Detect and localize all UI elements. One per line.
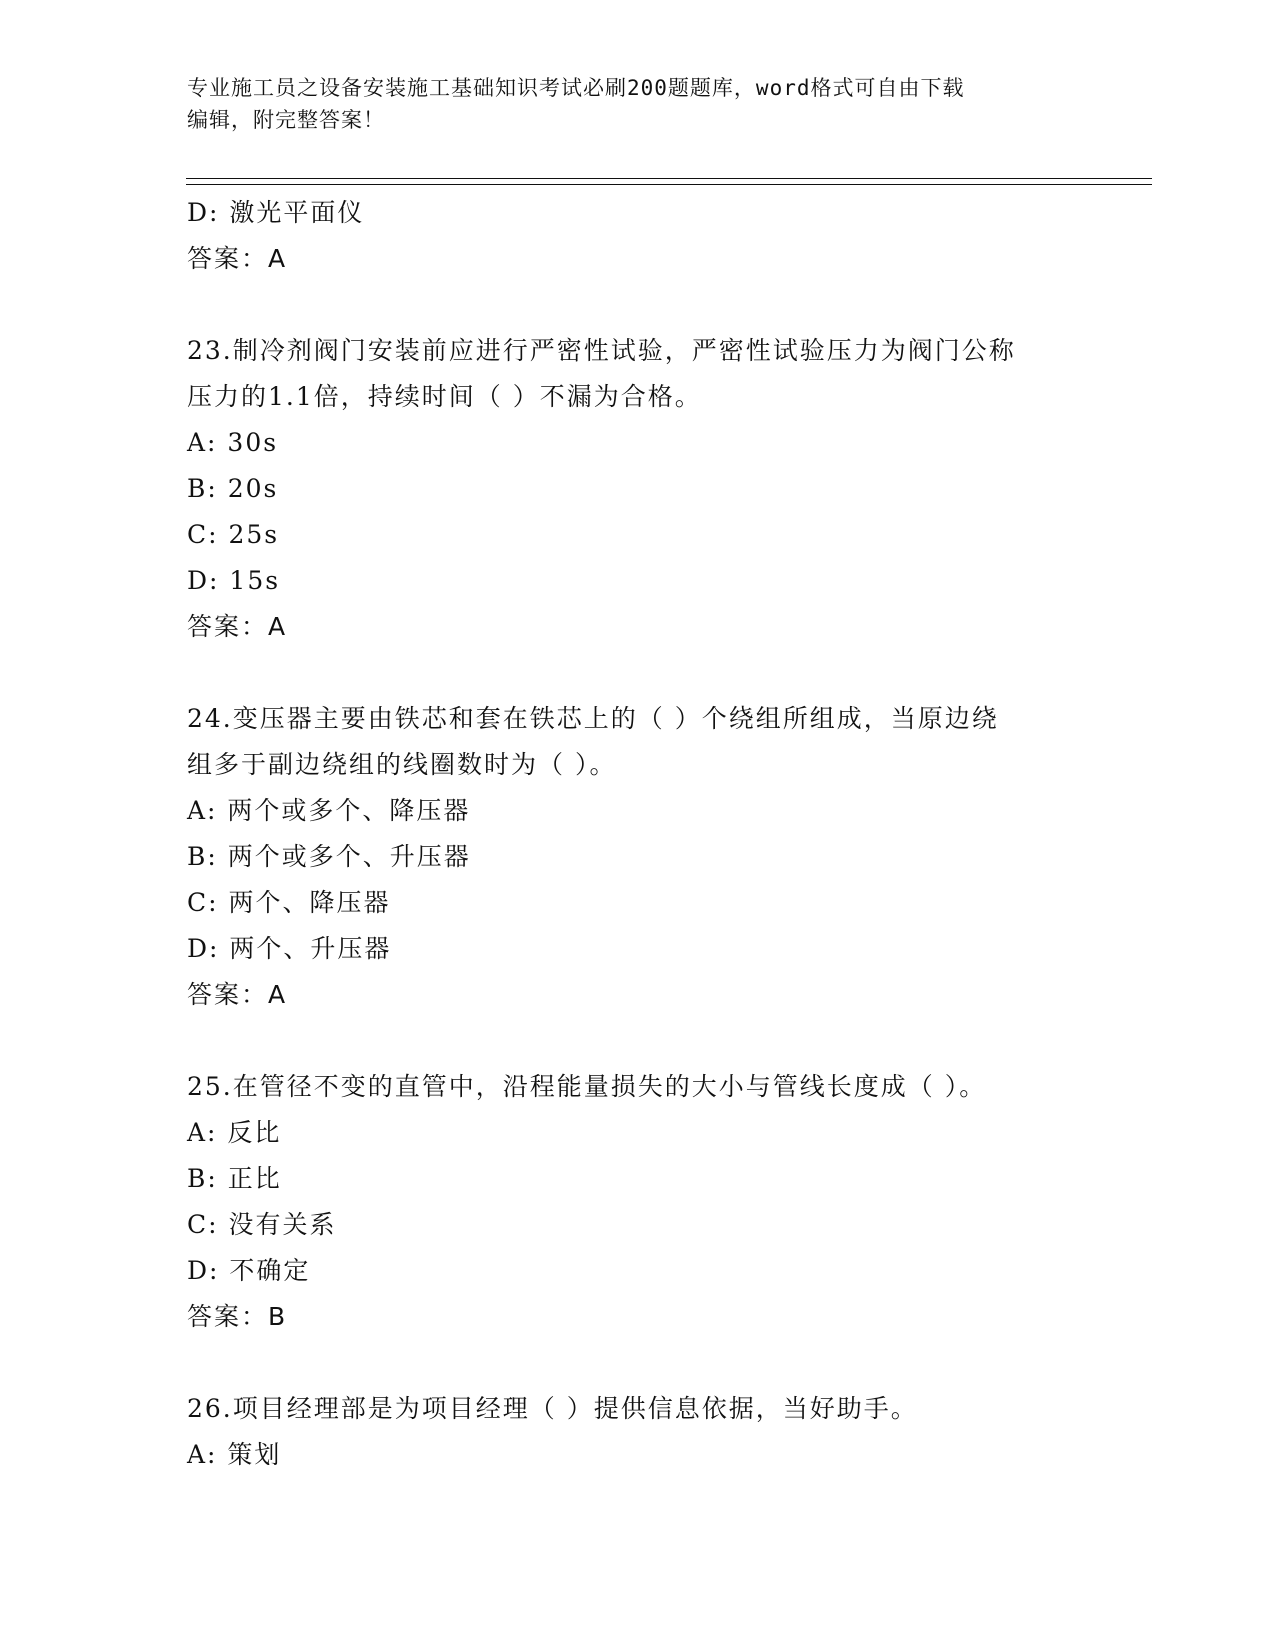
question-22-tail [187,190,1087,282]
answer-line: 答案：A [187,612,288,641]
option-a: A: 反比 [187,1118,282,1147]
option-a: A: 两个或多个、降压器 [187,796,471,825]
document-header [187,72,1067,136]
question-25 [187,1064,1087,1340]
question-stem-line-1: 25.在管径不变的直管中，沿程能量损失的大小与管线长度成（ ）。 [187,1072,987,1101]
spacer [187,282,1087,328]
option-c: C: 没有关系 [187,1210,337,1239]
question-stem-line-1: 26.项目经理部是为项目经理（ ）提供信息依据，当好助手。 [187,1394,918,1423]
option-a: A: 30s [187,428,279,457]
answer-line: 答案：A [187,244,288,273]
option-a: A: 策划 [187,1440,282,1469]
option-d: D: 15s [187,566,281,595]
spacer [187,650,1087,696]
option-d: D: 不确定 [187,1256,311,1285]
spacer [187,1340,1087,1386]
question-24 [187,696,1087,1018]
question-stem-line-1: 23.制冷剂阀门安装前应进行严密性试验，严密性试验压力为阀门公称 [187,336,1016,365]
spacer [187,1018,1087,1064]
question-stem-line-2: 组多于副边绕组的线圈数时为（ ）。 [187,750,617,779]
header-title-line-1: 专业施工员之设备安装施工基础知识考试必刷200题题库，word格式可自由下载 [187,76,965,100]
option-c: C: 两个、降压器 [187,888,391,917]
document-body [187,190,1087,1478]
option-c: C: 25s [187,520,280,549]
option-b: B: 20s [187,474,279,503]
option-b: B: 两个或多个、升压器 [187,842,471,871]
option-d: D: 两个、升压器 [187,934,392,963]
question-stem-line-1: 24.变压器主要由铁芯和套在铁芯上的（ ）个绕组所组成，当原边绕 [187,704,999,733]
header-title-line-2: 编辑，附完整答案！ [187,108,385,132]
question-stem-line-2: 压力的1.1倍，持续时间（ ）不漏为合格。 [187,382,702,411]
answer-line: 答案：A [187,980,288,1009]
option-b: B: 正比 [187,1164,282,1193]
answer-line: 答案：B [187,1302,288,1331]
header-divider [186,178,1152,185]
option-d: D: 激光平面仪 [187,198,365,227]
question-23 [187,328,1087,650]
question-26 [187,1386,1087,1478]
